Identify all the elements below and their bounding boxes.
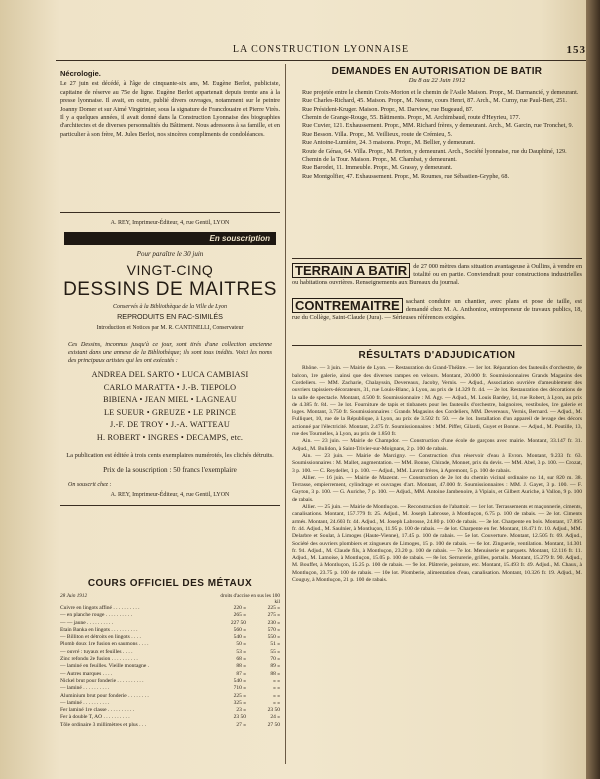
- resultats-body: [292, 365, 582, 584]
- metal-label: — ouvré : tuyaux et feuilles . . . .: [60, 648, 133, 655]
- ad-publisher-top: A. REY, Imprimeur-Éditeur, 4, rue Gentil, LYON: [110, 220, 230, 226]
- demande-entry: Chemin de la Tour. Maison. Propr., M. Chambat, y demeurant.: [302, 156, 457, 164]
- ad-publisher-bottom: A. REY, Imprimeur-Éditeur, 4, rue Gentil, LYON: [110, 492, 230, 498]
- price-min: 88 »: [236, 663, 246, 670]
- metal-label: Plomb doux 1re fusion en saumons . . . .: [60, 641, 149, 648]
- resultats-title: RÉSULTATS D'ADJUDICATION: [358, 350, 516, 361]
- metaux-row: [60, 714, 280, 721]
- metal-label: — laminé en feuilles. Vieille montagne .: [60, 663, 150, 670]
- metal-label: Nickel brut pour fonderie . . . . . . . . . .: [60, 677, 144, 684]
- artists-line: LE SUEUR • GREUZE • LE PRINCE: [103, 407, 237, 417]
- price-max: 23 50: [267, 707, 280, 714]
- contremaitre-heading: CONTREMAITRE: [292, 298, 403, 313]
- price-max: 51 »: [270, 641, 280, 648]
- metal-label: Fer laminé 1re classe . . . . . . . . . .: [60, 707, 135, 714]
- price-min: 27 »: [236, 721, 246, 728]
- metaux-header-row: [60, 593, 280, 605]
- demande-entry: Rue Barodet, 11. Immeuble. Propr., M. Grassy, y demeurant.: [302, 164, 453, 172]
- demande-entry: Rue Charles-Richard, 45. Maison. Propr., M. Nesme, cours Henri, 87. Arch., M. Curny, rue Paul-Bert, 251.: [302, 97, 567, 105]
- ad-repro: REPRODUITS EN FAC-SIMILÉS: [117, 312, 223, 321]
- contremaitre-ad: [292, 298, 582, 321]
- demandes-list: [292, 89, 582, 181]
- price-max: » »: [273, 685, 280, 692]
- demande-entry: Rue projetée entre le chemin Croix-Morion et le chemin de l'Asile Maison. Propr., M. Darmancié, y demeurant.: [302, 88, 579, 96]
- metal-label: — Billiton et détroits en lingots . . . .: [60, 634, 141, 641]
- necrologie-text: Le 27 juin est décédé, à l'âge de cinquante-six ans, M. Eugène Berlot, publiciste, capitaine de réserve au 75e de ligne. Eugène Berlot appartenait depuis trente ans à la presse lyonnaise. Il avait, en outre, publié divers ouvrages, notamment sur le peintre Joanny Domer et sur Aimé Vingtrinier, sous la signature de Francdouaire et Pierre Virès. Il y a quelques années, il avait donné dans la Construction Lyonnaise des biographies d'architectes et de diverses personnalités du Bâtiment. Nous adressons à sa famille, et en particulier à son frère, M. Jules Berlot, nos sincères compliments de condoléances.: [60, 80, 280, 138]
- metaux-row: [60, 627, 280, 634]
- price-min: 560 »: [233, 626, 246, 633]
- metaux-row: [60, 620, 280, 627]
- demande-entry: Rue Cuvier, 121. Exhaussement. Propr., MM. Richard frères, y demeurant. Arch., M. Garcin, rue Tronchet, 9.: [302, 122, 574, 130]
- demandes-title: DEMANDES EN AUTORISATION DE BATIR: [331, 66, 543, 77]
- subscription-ad: [60, 205, 280, 513]
- price-min: 540 »: [233, 634, 246, 641]
- artists-line: CARLO MARATTA • J.-B. TIEPOLO: [103, 382, 237, 392]
- ad-release-date: Pour paraître le 30 juin: [136, 250, 204, 258]
- demande-entry: Rue Antoine-Lumière, 24. 3 maisons. Propr., M. Bellier, y demeurant.: [302, 139, 476, 147]
- ad-artists-list: [60, 369, 280, 444]
- price-min: 220 »: [233, 605, 246, 611]
- resultat-paragraph: Allier. — 16 juin. — Mairie de Mazerat. — Construction de 2e lot du chemin vicinal ordinaire no 14, sur 820 m. 38. Terrasse, empierrement, cylindrage et ouvrages d'art. Montant, 47.000 fr. Soumissionnaires : MM. J. Gayet, 3 p. 100. — F. Gayton, 3 p. 100. — G. Auriche, 7 p. 100. — Adjud., MM. Antoine Jambenoire, à Vipiaix, et Gilbert Auriche, à Vallon, 9 p. 100 de rabais.: [292, 474, 582, 503]
- metaux-table: [60, 605, 280, 729]
- header-rule: [56, 60, 586, 61]
- demandes-date: Du 8 au 22 Juin 1912: [408, 77, 466, 85]
- price-max: 24 »: [270, 714, 280, 721]
- price-min: 265 »: [233, 612, 246, 619]
- price-max: 230 »: [267, 619, 280, 626]
- resultat-paragraph: Ain. — 23 juin. — Mairie de Champdor. — Construction d'une école de garçons avec mairie. Montant, 33.147 fr. 31. Adjud., M. Bulidon, à Saint-Trivier-sur-Moignans, 2 p. 100 de rabais.: [292, 438, 582, 452]
- price-max: 55 »: [270, 648, 280, 655]
- price-min: 68 »: [236, 656, 246, 663]
- price-max: 570 »: [267, 626, 280, 633]
- contremaitre-text: sachant conduire un chantier, avec plans et pose de taille, est demandé chez M. A. Anthonioz, entrepreneur de travaux publics, 18, rue du Collège, Saint-Claude (Jura). — Sérieuses références exigées.: [292, 298, 582, 321]
- price-min: 227 50: [230, 619, 246, 626]
- page-number: 153: [566, 44, 586, 56]
- metaux-row: [60, 634, 280, 641]
- metaux-section: [60, 578, 280, 729]
- resultats-rule: [292, 345, 582, 346]
- metaux-row: [60, 612, 280, 619]
- price-min: 225 »: [233, 692, 246, 699]
- metaux-title: COURS OFFICIEL DES MÉTAUX: [87, 578, 253, 589]
- ad-price: Prix de la souscription : 50 francs l'exemplaire: [103, 466, 237, 474]
- ad-banner: En souscription: [64, 232, 276, 245]
- metal-label: Cuivre en lingots affiné . . . . . . . . . .: [60, 605, 140, 611]
- ad-subscribe-label: On souscrit chez :: [68, 482, 112, 488]
- column-divider: [285, 64, 286, 764]
- price-max: 89 »: [270, 663, 280, 670]
- terrain-text: de 27 000 mètres dans situation avantageuse à Oullins, à vendre en totalité ou en partie. Conviendrait pour constructions industrielles ou habitations ouvrières. Renseignements aux Bureaux du journal.: [292, 263, 582, 286]
- metaux-row: [60, 700, 280, 707]
- metal-label: — en planche rouge . . . . . . . . . .: [60, 612, 132, 619]
- terrain-rule: [292, 258, 582, 259]
- metal-label: — Autres marques . . . .: [60, 670, 113, 677]
- demande-entry: Chemin de Grange-Rouge, 55. Bâtiments. Propr., M. Archimbaud, route d'Heyrieu, 177.: [302, 114, 521, 122]
- demande-entry: Rue Montgolfier, 47. Exhaussement. Propr., M. Roumes, rue Sébastien-Gryphe, 68.: [302, 172, 510, 180]
- metaux-row: [60, 663, 280, 670]
- metaux-row: [60, 707, 280, 714]
- demande-entry: Rue Président-Kruger. Maison. Propr., M. Darview, rue Bugeaud, 87.: [302, 105, 474, 113]
- price-max: » »: [273, 692, 280, 699]
- metaux-row: [60, 722, 280, 729]
- metaux-date: 28 Juin 1912: [60, 593, 88, 599]
- metaux-row: [60, 649, 280, 656]
- page-edge-shadow: [586, 0, 600, 779]
- metaux-row: [60, 671, 280, 678]
- page-header: [56, 44, 586, 58]
- ad-top-rule: [60, 212, 280, 213]
- price-min: 87 »: [236, 670, 246, 677]
- metaux-row: [60, 685, 280, 692]
- price-min: 53 »: [236, 648, 246, 655]
- artists-line: H. ROBERT • INGRES • DECAMPS, etc.: [96, 432, 244, 442]
- metaux-row: [60, 641, 280, 648]
- resultat-paragraph: Rhône. — 3 juin. — Mairie de Lyon. — Restauration du Grand-Théâtre. — 1er lot. Réparation des fauteuils d'orchestre, de balcon, 1re galerie, ainsi que des diverses rampes en velours. Montant, 20.000 fr. Soumissionnaires Grands Magasins des Cordeliers. — MM. Zacharie, Chalayssin, Devereaux, Jacoby, Vernis. — Adjud., Association ouvrière d'ameublement des ouvriers tapissiers-décorateurs, 31, rue Louis-Blanc, à Lyon, au prix de 14.329 fr. 44. — 2e lot. Restauration des décorations de la salle de spectacle. Montant, 4.500 fr. Soumissionnaire : M. Agy. — Adjud., M. Louis Bardey, 14, rue Robert, à Lyon, au prix de 4.385 fr. 84. — 3e lot. Fourniture de tapis et tinbanets pour les fauteuils d'orchestre, baignoires, vestibules, 1re galerie et loges. Montant, 3.750 fr. Soumissionnaires : Grands Magasins des Cordeliers, MM. Devereaux, Vernis, Bernard. — Adjud., M. Fulliquet, 10, rue de la République, à Lyon, au prix de 3.502 fr. 50. — 4e lot. Installation d'un appareil de levage des décors actionné par l'électricité. Montant, 2.475 fr. Soumissionnaires : MM. Piffer, Gilardi, Guyet et Bonne. — Adjud., M. Poutille, 13, rue des Tournelles, à Lyon, au prix de 1.850 fr.: [292, 365, 582, 438]
- artists-line: ANDREA DEL SARTO • LUCA CAMBIASI: [91, 370, 249, 379]
- price-min: 23 »: [236, 707, 246, 714]
- ad-intro: Introduction et Notices par M. R. CANTINELLI, Conservateur: [96, 325, 244, 331]
- ad-title-line1: VINGT-CINQ: [126, 262, 214, 278]
- ad-bottom-rule: [60, 505, 280, 506]
- resultat-paragraph: Allier. — 25 juin. — Mairie de Montluçon. — Reconstruction de l'abattoir. — 1er lot. Terrassements et maçonnerie, ciments, canalisations. Montant, 157.779 fr. 25. Adjud., M. Joseph Labrosse, à Montluçon, 6.75 p. 100 de rabais. — 2e lot. Ciments armés. Montant, 24.603 fr. 44. Adjud., M. Joseph Labrosse, 24.80 p. 100 de rabais. — 3e lot. Charpente en bois. Montant, 17.895 fr. 44. Adjud., M. Saulnier, à Montluçon, 11.95 p. 100 de rabais. — 4e lot. Charpente en fer. Montant, 18.471 fr. 10. Adjud., MM. Delarbre et Soulat, à Limoges (Haute-Vienne), 17.45 p. 100 de rabais. — 5e lot. Couverture. Montant, 12.505 fr. 69. Adjud., Société des ouvriers plombiers et zingueurs de Limoges, 15 p. 100 de rabais. — 6e lot. Zinguerie, ventilation. Montant, 14.301 fr. 94. Adjud., M. Claude fils, à Montluçon, 23.20 p. 100 de rabais. — 7e lot. Menuiserie et parquets. Montant, 12.116 fr. 11. Adjud., M. Lamoise, à Montluçon, 15.05 p. 100 de rabais. — 8e lot. Serrurerie, grilles, portails. Montant, 15.279 fr. 90. Adjud., M. Bouffet, à Montluçon, 15.25 p. 100 de rabais. — 9e lot. Plâtrerie, peinture, etc. Montant, 15.493 fr. 49. Adjud., M. Chaux, à Montluçon, 23.75 p. 100 de rabais. — 10e lot. Plomberie, alimentation d'eau, canalisation. Montant, 10.326 fr. 19. Adjud., M. Couguy, à Montluçon, 21 p. 100 de rabais.: [292, 504, 582, 584]
- price-max: 550 »: [267, 634, 280, 641]
- price-min: 325 »: [233, 699, 246, 706]
- journal-title: LA CONSTRUCTION LYONNAISE: [232, 44, 410, 55]
- price-max: 88 »: [270, 670, 280, 677]
- metaux-row: [60, 693, 280, 700]
- artists-line: J.-F. DE TROY • J.-A. WATTEAU: [110, 420, 230, 429]
- metal-label: — laminé . . . . . . . . . .: [60, 685, 110, 692]
- terrain-heading: TERRAIN A BATIR: [292, 263, 410, 278]
- resultats-section: [292, 345, 582, 584]
- price-max: 27 50: [267, 721, 280, 728]
- price-max: 225 »: [267, 605, 280, 611]
- price-min: 540 »: [233, 677, 246, 684]
- artists-line: BIBIENA • JEAN MIEL • LAGNEAU: [103, 395, 237, 404]
- metal-label: Zinc refondu 2e fusion . . . . . . . . . .: [60, 656, 138, 663]
- demandes-section: [292, 68, 582, 181]
- metaux-row: [60, 605, 280, 612]
- necrologie-heading: Nécrologie.: [60, 69, 101, 78]
- price-max: » »: [273, 677, 280, 684]
- ad-edition-note: La publication est éditée à trois cents exemplaires numérotés, les clichés détruits.: [66, 452, 274, 459]
- terrain-ad: [292, 258, 582, 286]
- ad-conserves: Conservés à la Bibliothèque de la Ville de Lyon: [112, 304, 228, 310]
- necrologie-section: [60, 70, 280, 139]
- price-min: 23 50: [233, 714, 246, 721]
- metal-label: Fer à double T, AO . . . . . . . . . .: [60, 714, 130, 721]
- resultat-paragraph: Ain. — 23 juin. — Mairie de Marcigny. — Construction d'un réservoir d'eau à Evron. Montant, 9.233 fr. 63. Soumissionnaires : M. Mallet, augmentation. — MM. Bonne, Chirade, Monnet, prix du devis. — MM. Abel, 3 p. 100. — Crozat, 3 p. 100. — C. Reydellet, 1 p. 100. — Adjud., MM. Lavrat frères, à Apremont, 5 p. 100 de rabais.: [292, 452, 582, 474]
- ad-title-line2: DESSINS DE MAITRES: [63, 279, 277, 300]
- price-max: » »: [273, 699, 280, 706]
- metal-label: Etain Banka en lingots . . . . . . . . . .: [60, 626, 138, 633]
- demande-entry: Rue Besson. Villa. Propr., M. Veillieux, route de Crémieu, 5.: [302, 130, 453, 138]
- price-max: 70 »: [270, 656, 280, 663]
- price-min: 710 »: [233, 685, 246, 692]
- metaux-row: [60, 656, 280, 663]
- price-max: 275 »: [267, 612, 280, 619]
- metal-label: Tôle ordinaire 3 millimètres et plus . . .: [60, 721, 146, 728]
- metal-label: — — jaune . . . . . . . . . .: [60, 619, 114, 626]
- metal-label: — laminé . . . . . . . . . .: [60, 699, 110, 706]
- metaux-col-note: droits d'accise en sus les 100 kil: [220, 593, 280, 605]
- metaux-row: [60, 678, 280, 685]
- metal-label: Aluminium brut pour fonderie . . . . . . . .: [60, 692, 149, 699]
- demande-entry: Route de Génas, 64. Villa. Propr., M. Perton, y demeurant. Arch., Société lyonnaise, rue du Dauphiné, 129.: [302, 147, 567, 155]
- price-min: 50 »: [236, 641, 246, 648]
- ad-description: Ces Dessins, inconnus jusqu'à ce jour, sont tirés d'une collection ancienne existant dans une annexe de la Bibliothèque; ils sont tous inédits. Voici les noms des principaux artistes qui les ont exécutés :: [68, 341, 272, 364]
